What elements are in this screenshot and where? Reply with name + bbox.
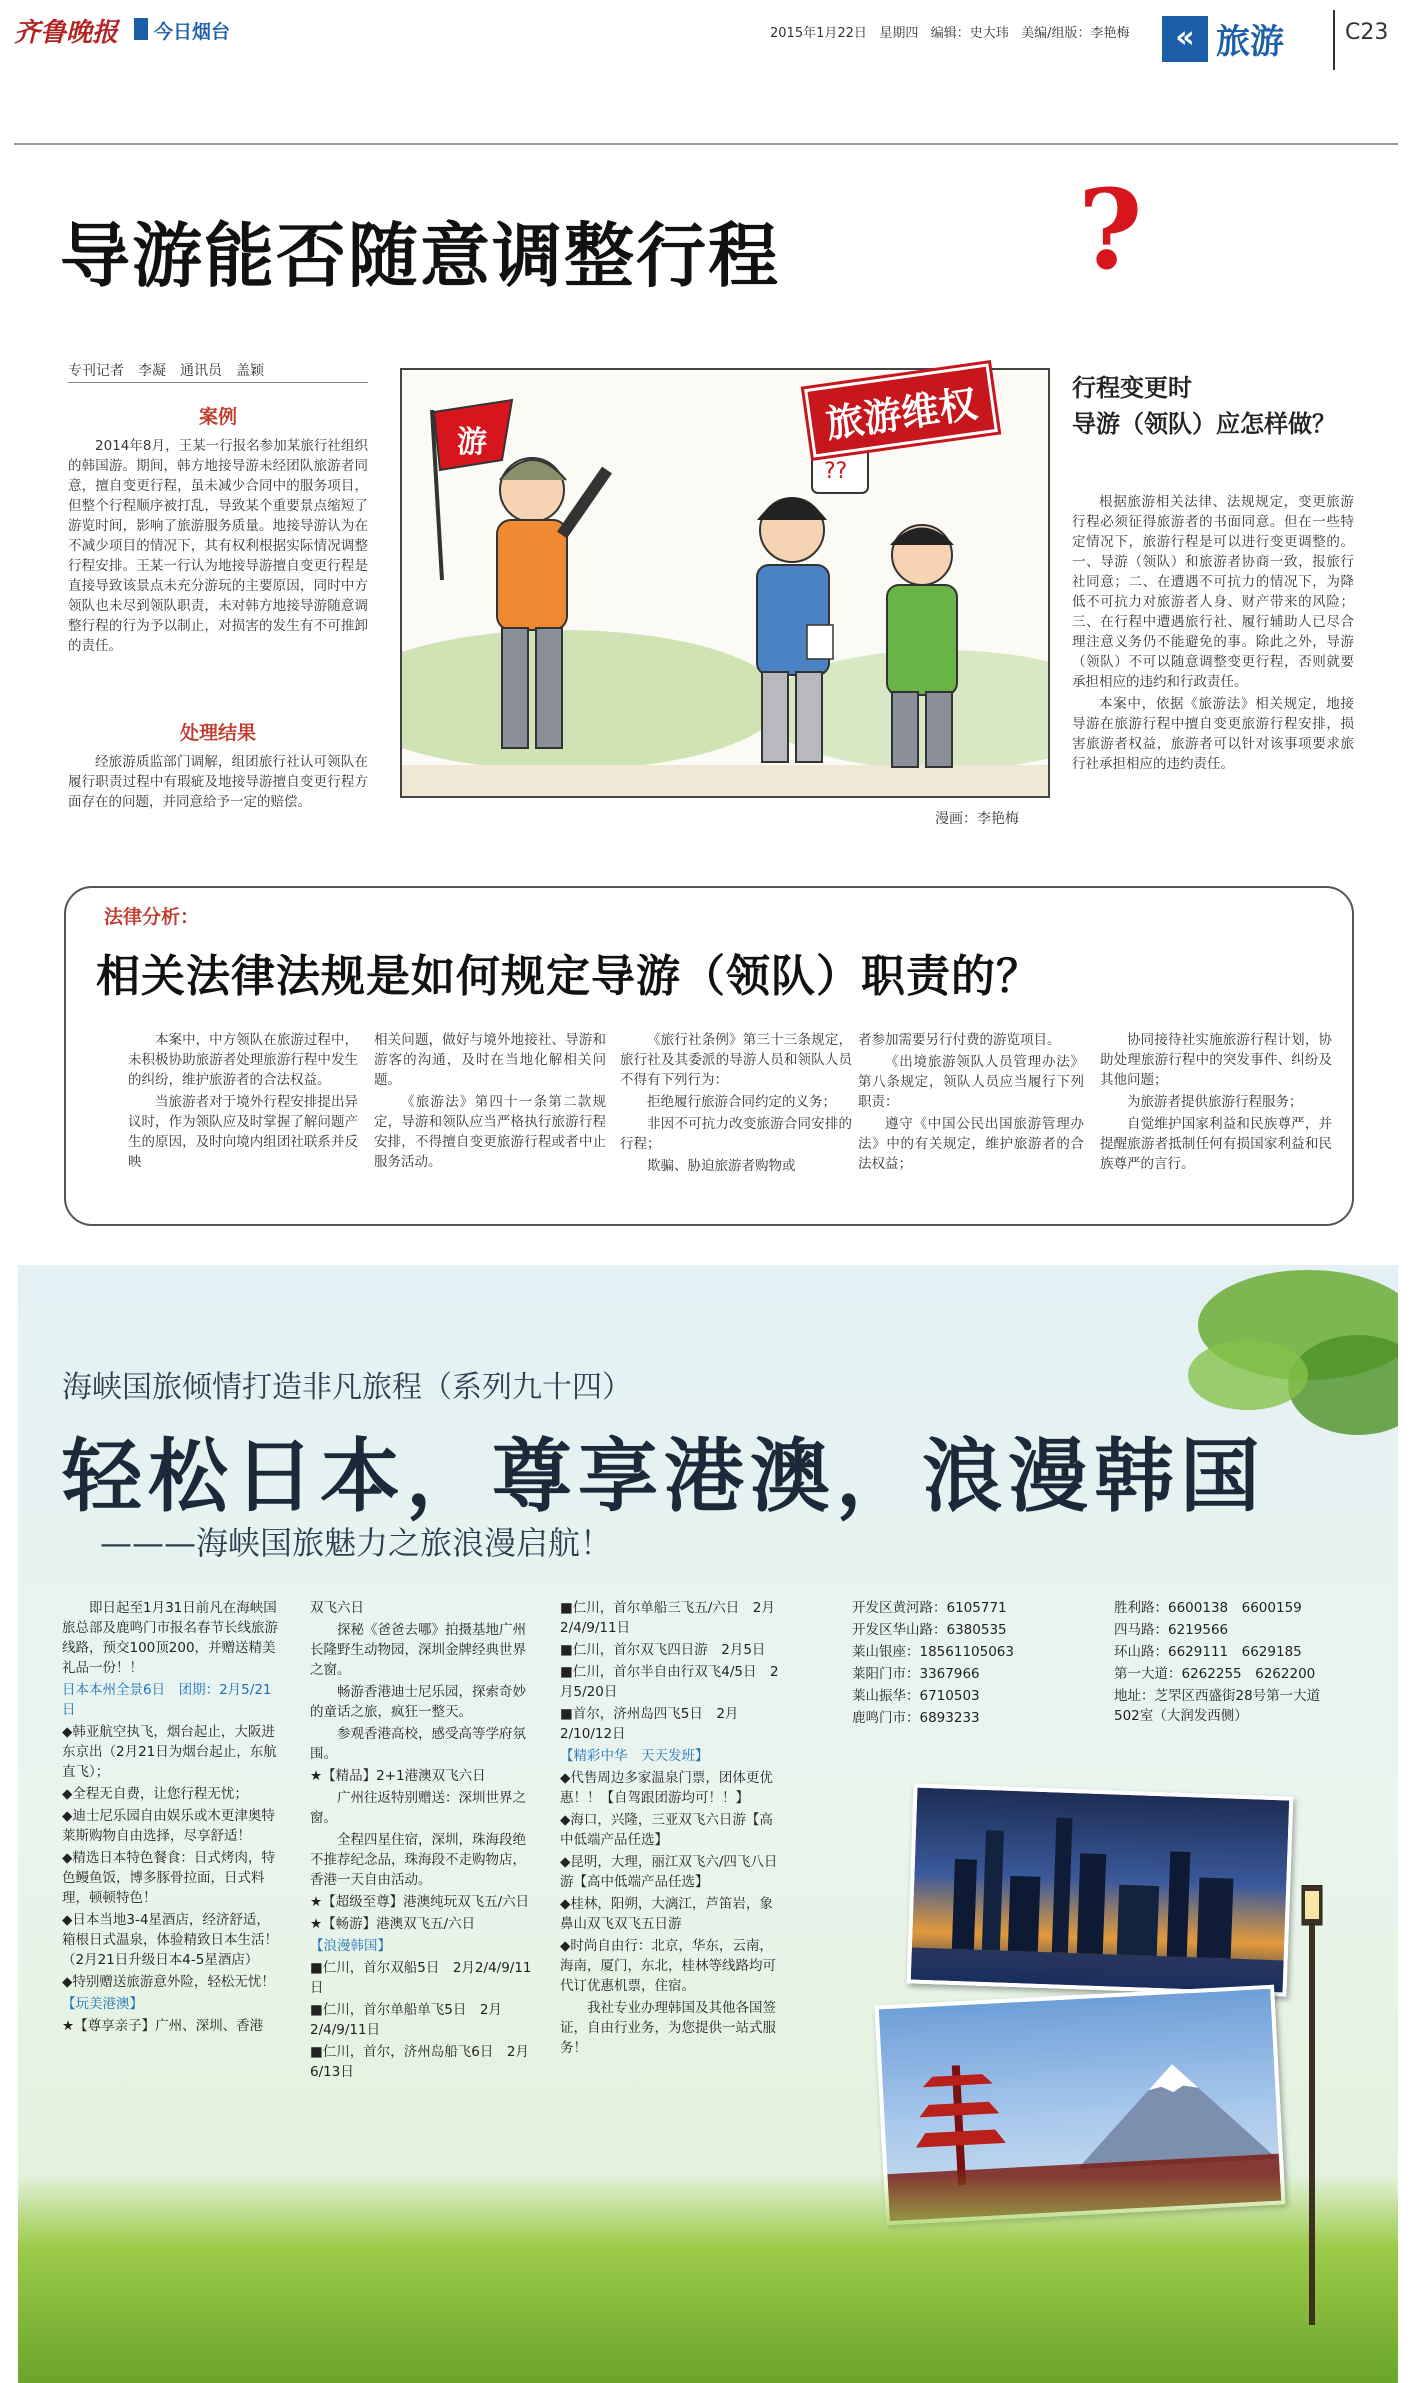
ad-line: 环山路：6629111 6629185	[1114, 1644, 1302, 1660]
ad-line: 莱山振华：6710503	[852, 1688, 980, 1704]
ad-line: ■仁川，首尔单船三飞五/六日 2月2/4/9/11日	[560, 1600, 775, 1636]
legal-paragraph: 相关问题，做好与境外地接社、导游和游客的沟通，及时在当地化解相关问题。	[374, 1032, 606, 1088]
legal-col-3	[620, 1030, 852, 1178]
legal-paragraph: 自觉维护国家利益和民族尊严，并提醒旅游者抵制任何有损国家利益和民族尊严的言行。	[1100, 1116, 1332, 1172]
ad-line: 日本本州全景6日 团期：2月5/21日	[62, 1682, 272, 1718]
article-title: 导游能否随意调整行程	[60, 215, 780, 297]
ad-subtitle: 海峡国旅倾情打造非凡旅程（系列九十四）	[62, 1370, 632, 1405]
legal-paragraph: 本案中，中方领队在旅游过程中，未积极协助旅游者处理旅游行程中发生的纠纷，维护旅游者的合法权益。	[128, 1032, 358, 1088]
legal-paragraph: 拒绝履行旅游合同约定的义务；	[647, 1094, 836, 1110]
ad-line: 探秘《爸爸去哪》拍摄基地广州长隆野生动物园，深圳金牌经典世界之窗。	[310, 1622, 526, 1678]
ad-line: ◆昆明，大理，丽江双飞六/四飞八日游【高中低端产品任选】	[560, 1854, 778, 1890]
header-weekday: 星期四	[879, 26, 919, 41]
legal-col-5	[1100, 1030, 1332, 1176]
header-rule	[14, 143, 1398, 145]
result-paragraph: 经旅游质监部门调解，组团旅行社认可领队在履行职责过程中有瑕疵及地接导游擅自变更行程方面存在的问题，并同意给予一定的赔偿。	[68, 754, 368, 810]
ad-line: ■仁川，首尔半自由行双飞4/5日 2月5/20日	[560, 1664, 779, 1700]
header-designer: 美编/组版：李艳梅	[1021, 26, 1130, 41]
right-paragraph: 根据旅游相关法律、法规规定，变更旅游行程必须征得旅游者的书面同意。但在一些特定情况下，旅游行程是可以进行变更调整的。一、导游（领队）和旅游者协商一致，报旅行社同意；二、在遭遇不可抗力的情况下，为降低不可抗力对旅游者人身、财产带来的风险；三、在行程中遭遇旅行社、履行辅助人已尽合理注意义务仍不能避免的事。除此之外，导游（领队）不可以随意调整变更行程，否则就要承担相应的违约和行政责任。	[1072, 494, 1354, 690]
ad-line: ◆代售周边多家温泉门票，团体更优惠！！【自驾跟团游均可！！】	[560, 1770, 773, 1806]
ad-line: 即日起至1月31日前凡在海峡国旅总部及鹿鸣门市报名春节长线旅游线路，预交100顶200，并赠送精美礼品一份！！	[62, 1600, 278, 1676]
ad-line: ■仁川，首尔双船5日 2月2/4/9/11日	[310, 1960, 532, 1996]
ad-line: 广州往返特别赠送：深圳世界之窗。	[310, 1790, 526, 1826]
legal-paragraph: 《出境旅游领队人员管理办法》第八条规定，领队人员应当履行下列职责：	[858, 1054, 1084, 1110]
header-divider-vertical	[1333, 10, 1335, 70]
tab-chevron-icon: «	[1162, 16, 1208, 62]
byline-rule	[68, 382, 368, 383]
newspaper-logo: 齐鲁晚报	[14, 18, 119, 48]
ad-slogan: ———海峡国旅魅力之旅浪漫启航！	[100, 1524, 613, 1562]
legal-paragraph: 当旅游者对于境外行程安排提出异议时，作为领队应及时掌握了解问题产生的原因，及时向境内组团社联系并反映	[128, 1094, 358, 1170]
right-question-line-2: 导游（领队）应怎样做？	[1072, 410, 1336, 438]
right-question	[1072, 370, 1372, 442]
legal-col-1	[128, 1030, 358, 1174]
ad-line: 胜利路：6600138 6600159	[1114, 1600, 1302, 1616]
ad-line: ★【精品】2+1港澳双飞六日	[310, 1768, 486, 1784]
right-question-line-1: 行程变更时	[1072, 374, 1192, 402]
grass-decoration	[18, 2175, 1398, 2383]
legal-title: 相关法律法规是如何规定导游（领队）职责的？	[96, 951, 1041, 1002]
ad-line: 莱阳门市：3367966	[852, 1666, 980, 1682]
result-text	[68, 752, 368, 814]
ad-line: ■仁川，首尔，济州岛船飞6日 2月6/13日	[310, 2044, 529, 2080]
ad-col-1	[62, 1598, 282, 2038]
ad-line: ◆韩亚航空执飞，烟台起止，大阪进东京出（2月21日为烟台起止，东航直飞）；	[62, 1724, 277, 1780]
legal-paragraph: 非因不可抗力改变旅游合同安排的行程；	[620, 1116, 852, 1152]
ad-line: ◆海口，兴隆，三亚双飞六日游【高中低端产品任选】	[560, 1812, 773, 1848]
legal-paragraph: 协同接待社实施旅游行程计划，协助处理旅游行程中的突发事件、纠纷及其他问题；	[1100, 1032, 1332, 1088]
right-text	[1072, 492, 1354, 776]
ad-line: 开发区黄河路：6105771	[852, 1600, 1007, 1616]
cartoon-caption: 漫画：李艳梅	[935, 811, 1019, 827]
ad-line: 四马路：6219566	[1114, 1622, 1229, 1638]
case-heading: 案例	[198, 406, 237, 428]
ad-line: 鹿鸣门市：6893233	[852, 1710, 980, 1726]
legal-paragraph: 为旅游者提供旅游行程服务；	[1127, 1094, 1303, 1110]
result-heading: 处理结果	[179, 722, 256, 744]
ad-line: 畅游香港迪士尼乐园，探索奇妙的童话之旅，疯狂一整天。	[310, 1684, 526, 1720]
ad-col-2	[310, 1598, 536, 2084]
ad-line: ◆迪士尼乐园自由娱乐或木更津奥特莱斯购物自由选择，尽享舒适！	[62, 1808, 275, 1844]
ad-col-3	[560, 1598, 786, 2060]
ad-line: ◆精选日本特色餐食：日式烤肉，特色鳗鱼饭，博多豚骨拉面，日式料理，顿顿特色！	[62, 1850, 275, 1906]
case-paragraph: 2014年8月，王某一行报名参加某旅行社组织的韩国游。期间，韩方地接导游未经团队旅游者同意，擅自变更行程，虽未减少合同中的服务项目，但整个行程顺序被打乱，导致某个重要景点缩短了游览时间，影响了旅游服务质量。地接导游认为在不减少项目的情况下，其有权利根据实际情况调整行程安排。王某一行认为地接导游擅自变更行程是直接导致该景点未充分游玩的主要原因，同时中方领队也未尽到领队职责，未对韩方地接导游随意调整行程的行为予以制止，对损害的发生有不可推卸的责任。	[68, 438, 368, 654]
ad-line: ★【超级至尊】港澳纯玩双飞五/六日	[310, 1894, 530, 1910]
cartoon-flag-text: 游	[457, 425, 487, 460]
ad-line: ◆全程无自费，让您行程无忧；	[62, 1786, 248, 1802]
title-question-mark: ?	[1078, 165, 1143, 294]
ad-col-4	[852, 1598, 1092, 1730]
ad-line: 参观香港高校，感受高等学府氛围。	[310, 1726, 526, 1762]
ad-line: 双飞六日	[310, 1600, 364, 1616]
ad-line: 全程四星住宿，深圳，珠海段绝不推荐纪念品，珠海段不走购物店，香港一天自由活动。	[310, 1832, 526, 1888]
ad-line: ■仁川，首尔双飞四日游 2月5日	[560, 1642, 766, 1658]
legal-paragraph: 《旅行社条例》第三十三条规定，旅行社及其委派的导游人员和领队人员不得有下列行为：	[620, 1032, 852, 1088]
city-skyline-icon	[911, 1788, 1289, 1993]
street-lamp-icon	[1292, 1885, 1332, 2325]
cartoon-bubble-text: ??	[824, 459, 848, 484]
ad-line: ■首尔，济州岛四飞5日 2月2/10/12日	[560, 1706, 739, 1742]
legal-paragraph: 者参加需要另行付费的游览项目。	[858, 1032, 1061, 1048]
legal-col-4	[858, 1030, 1084, 1176]
ad-line: 【浪漫韩国】	[310, 1938, 391, 1954]
legal-col-2	[374, 1030, 606, 1174]
ad-line: 第一大道：6262255 6262200	[1114, 1666, 1316, 1682]
legal-tag: 法律分析：	[96, 902, 207, 929]
ad-title: 轻松日本，尊享港澳，浪漫韩国	[62, 1430, 1266, 1523]
byline: 专刊记者 李凝 通讯员 盖颖	[68, 363, 264, 379]
section-tab: 旅游	[1216, 22, 1284, 62]
ad-line: ★【畅游】港澳双飞五/六日	[310, 1916, 476, 1932]
ad-line: 莱山银座：18561105063	[852, 1644, 1014, 1660]
ad-line: ◆时尚自由行：北京，华东，云南，海南，厦门，东北，桂林等线路均可代订优惠机票，住宿。	[560, 1938, 776, 1994]
ad-line: ■仁川，首尔单船单飞5日 2月2/4/9/11日	[310, 2002, 502, 2038]
header-section-icon	[134, 18, 148, 40]
cartoon-stamp: 旅游维权	[804, 363, 998, 457]
legal-paragraph: 遵守《中国公民出国旅游管理办法》中的有关规定，维护旅游者的合法权益；	[858, 1116, 1084, 1172]
ad-line: ◆特别赠送旅游意外险，轻松无忧！	[62, 1974, 275, 1990]
ad-line: 【精彩中华 天天发班】	[560, 1748, 709, 1764]
ad-col-5	[1114, 1598, 1339, 1728]
ad-line: 地址：芝罘区西盛街28号第一大道502室（大润发西侧）	[1114, 1688, 1321, 1724]
legal-paragraph: 《旅游法》第四十一条第二款规定，导游和领队应当严格执行旅游行程安排，不得擅自变更旅游行程或者中止服务活动。	[374, 1094, 606, 1170]
ad-line: ◆桂林，阳朔，大漓江，芦笛岩，象鼻山双飞双飞五日游	[560, 1896, 773, 1932]
header-editor: 编辑：史大玮	[930, 26, 1009, 41]
legal-paragraph: 欺骗、胁迫旅游者购物或	[647, 1158, 796, 1174]
header-section: 今日烟台	[154, 21, 231, 43]
ad-line: ★【尊享亲子】广州、深圳、香港	[62, 2018, 264, 2034]
header-meta	[770, 22, 1130, 41]
page-number: C23	[1345, 20, 1389, 45]
ad-line: 我社专业办理韩国及其他各国签证，自由行业务，为您提供一站式服务！	[560, 2000, 776, 2056]
ad-line: ◆日本当地3-4星酒店，经济舒适，箱根日式温泉，体验精致日本生活！（2月21日升级日本4-5星酒店）	[62, 1912, 278, 1968]
case-text	[68, 436, 368, 658]
hongkong-night-photo	[907, 1783, 1294, 1996]
ad-line: 开发区华山路：6380535	[852, 1622, 1007, 1638]
right-paragraph: 本案中，依据《旅游法》相关规定，地接导游在旅游行程中擅自变更旅游行程安排，损害旅游者权益，旅游者可以针对该事项要求旅行社承担相应的违约责任。	[1072, 696, 1354, 772]
header-date: 2015年1月22日	[770, 26, 867, 41]
ad-line: 【玩美港澳】	[62, 1996, 143, 2012]
